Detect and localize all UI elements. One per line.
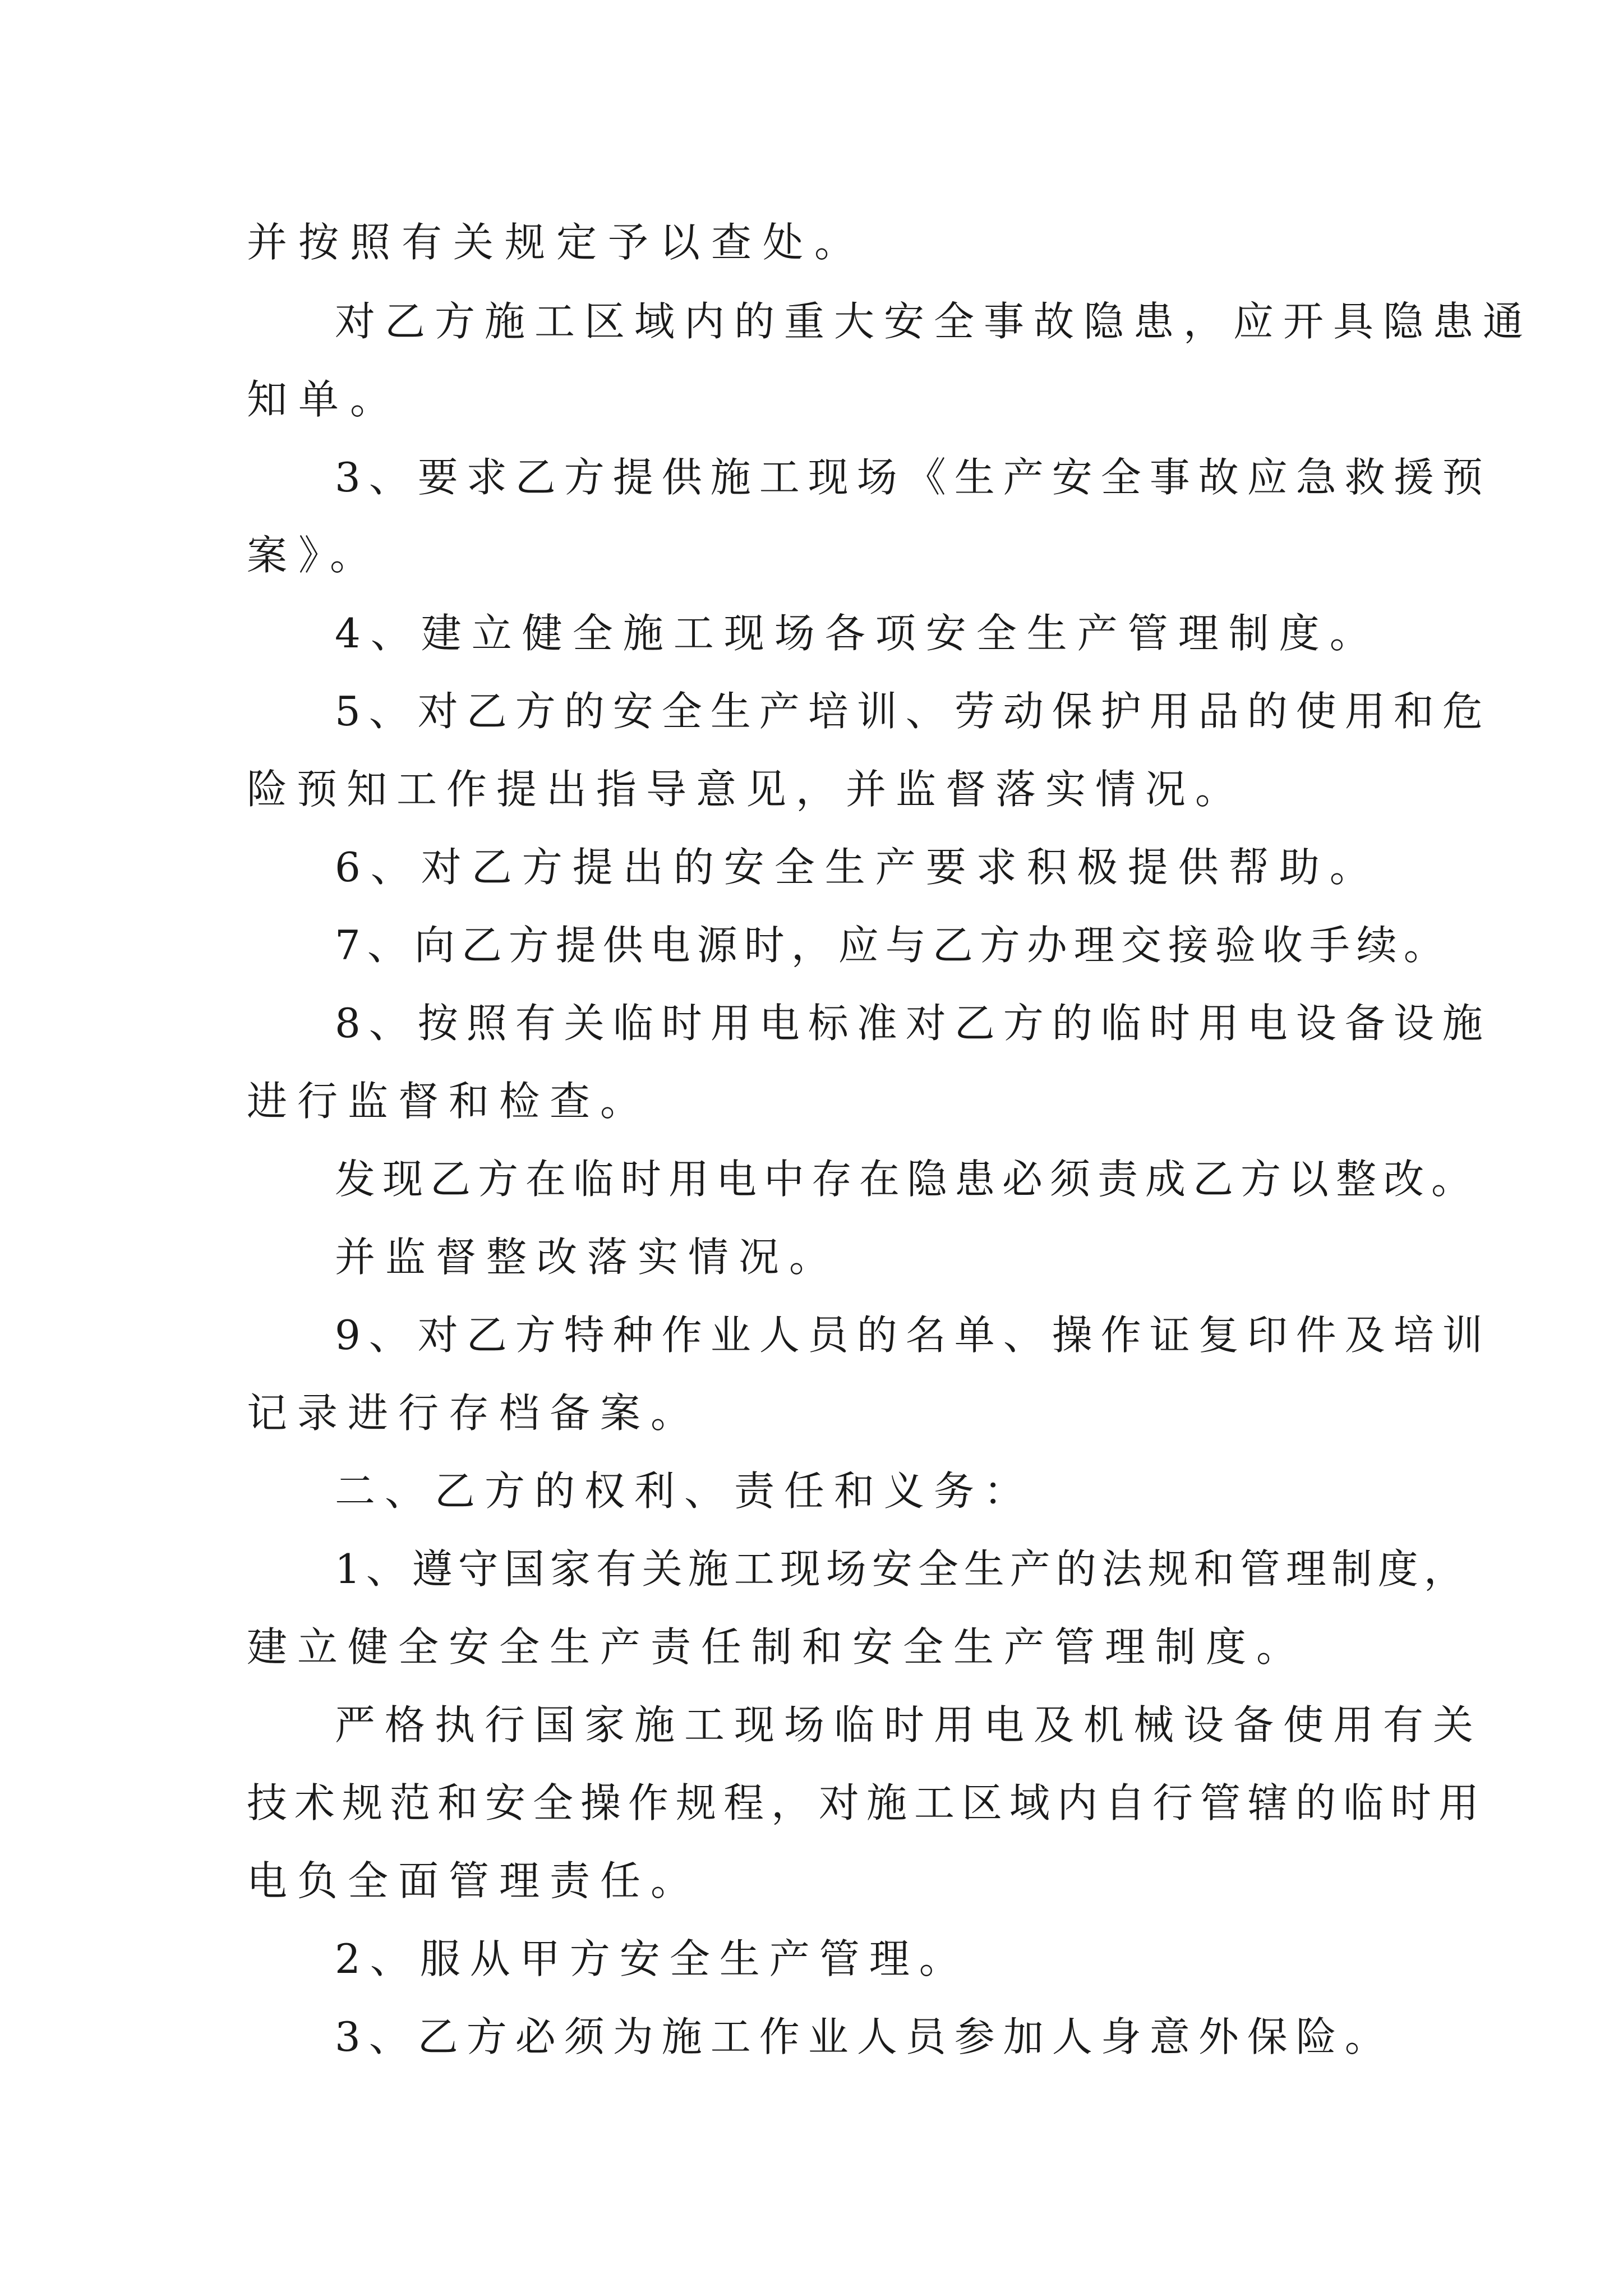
paragraph-first-line: 并监督整改落实情况。 [335, 1234, 840, 1281]
paragraph-first-line: 8、按照有关临时用电标准对乙方的临时用电设备设施 [335, 1000, 1491, 1047]
paragraph-first-line: 4、建立健全施工现场各项安全生产管理制度。 [335, 610, 1380, 657]
section-heading: 二、乙方的权利、责任和义务： [335, 1467, 1034, 1515]
text-line: 进行监督和检查。 [247, 1078, 651, 1125]
paragraph-first-line: 严格执行国家施工现场临时用电及机械设备使用有关 [335, 1701, 1483, 1749]
paragraph-first-line: 1、遵守国家有关施工现场安全生产的法规和管理制度， [335, 1545, 1470, 1593]
text-line: 记录进行存档备案。 [247, 1389, 702, 1437]
text-line: 建立健全安全生产责任制和安全生产管理制度。 [247, 1623, 1307, 1671]
text-line: 并按照有关规定予以查处。 [247, 219, 866, 266]
text-line: 知单。 [247, 376, 402, 423]
paragraph-first-line: 对乙方施工区域内的重大安全事故隐患，应开具隐患通 [335, 298, 1533, 345]
paragraph-first-line: 6、对乙方提出的安全生产要求积极提供帮助。 [335, 844, 1380, 891]
paragraph-first-line: 3、乙方必须为施工作业人员参加人身意外保险。 [335, 2013, 1394, 2060]
text-line: 案》。 [247, 532, 382, 579]
paragraph-first-line: 3、要求乙方提供施工现场《生产安全事故应急救援预 [335, 454, 1491, 501]
text-line: 险预知工作提出指导意见，并监督落实情况。 [247, 766, 1246, 813]
paragraph-first-line: 发现乙方在临时用电中存在隐患必须责成乙方以整改。 [335, 1156, 1479, 1203]
paragraph-first-line: 2、服从甲方安全生产管理。 [335, 1935, 969, 1982]
text-line: 电负全面管理责任。 [247, 1857, 702, 1904]
paragraph-first-line: 5、对乙方的安全生产培训、劳动保护用品的使用和危 [335, 688, 1491, 735]
paragraph-first-line: 7、向乙方提供电源时，应与乙方办理交接验收手续。 [335, 922, 1451, 969]
text-line: 技术规范和安全操作规程，对施工区域内自行管辖的临时用 [247, 1779, 1487, 1826]
paragraph-first-line: 9、对乙方特种作业人员的名单、操作证复印件及培训 [335, 1312, 1491, 1359]
